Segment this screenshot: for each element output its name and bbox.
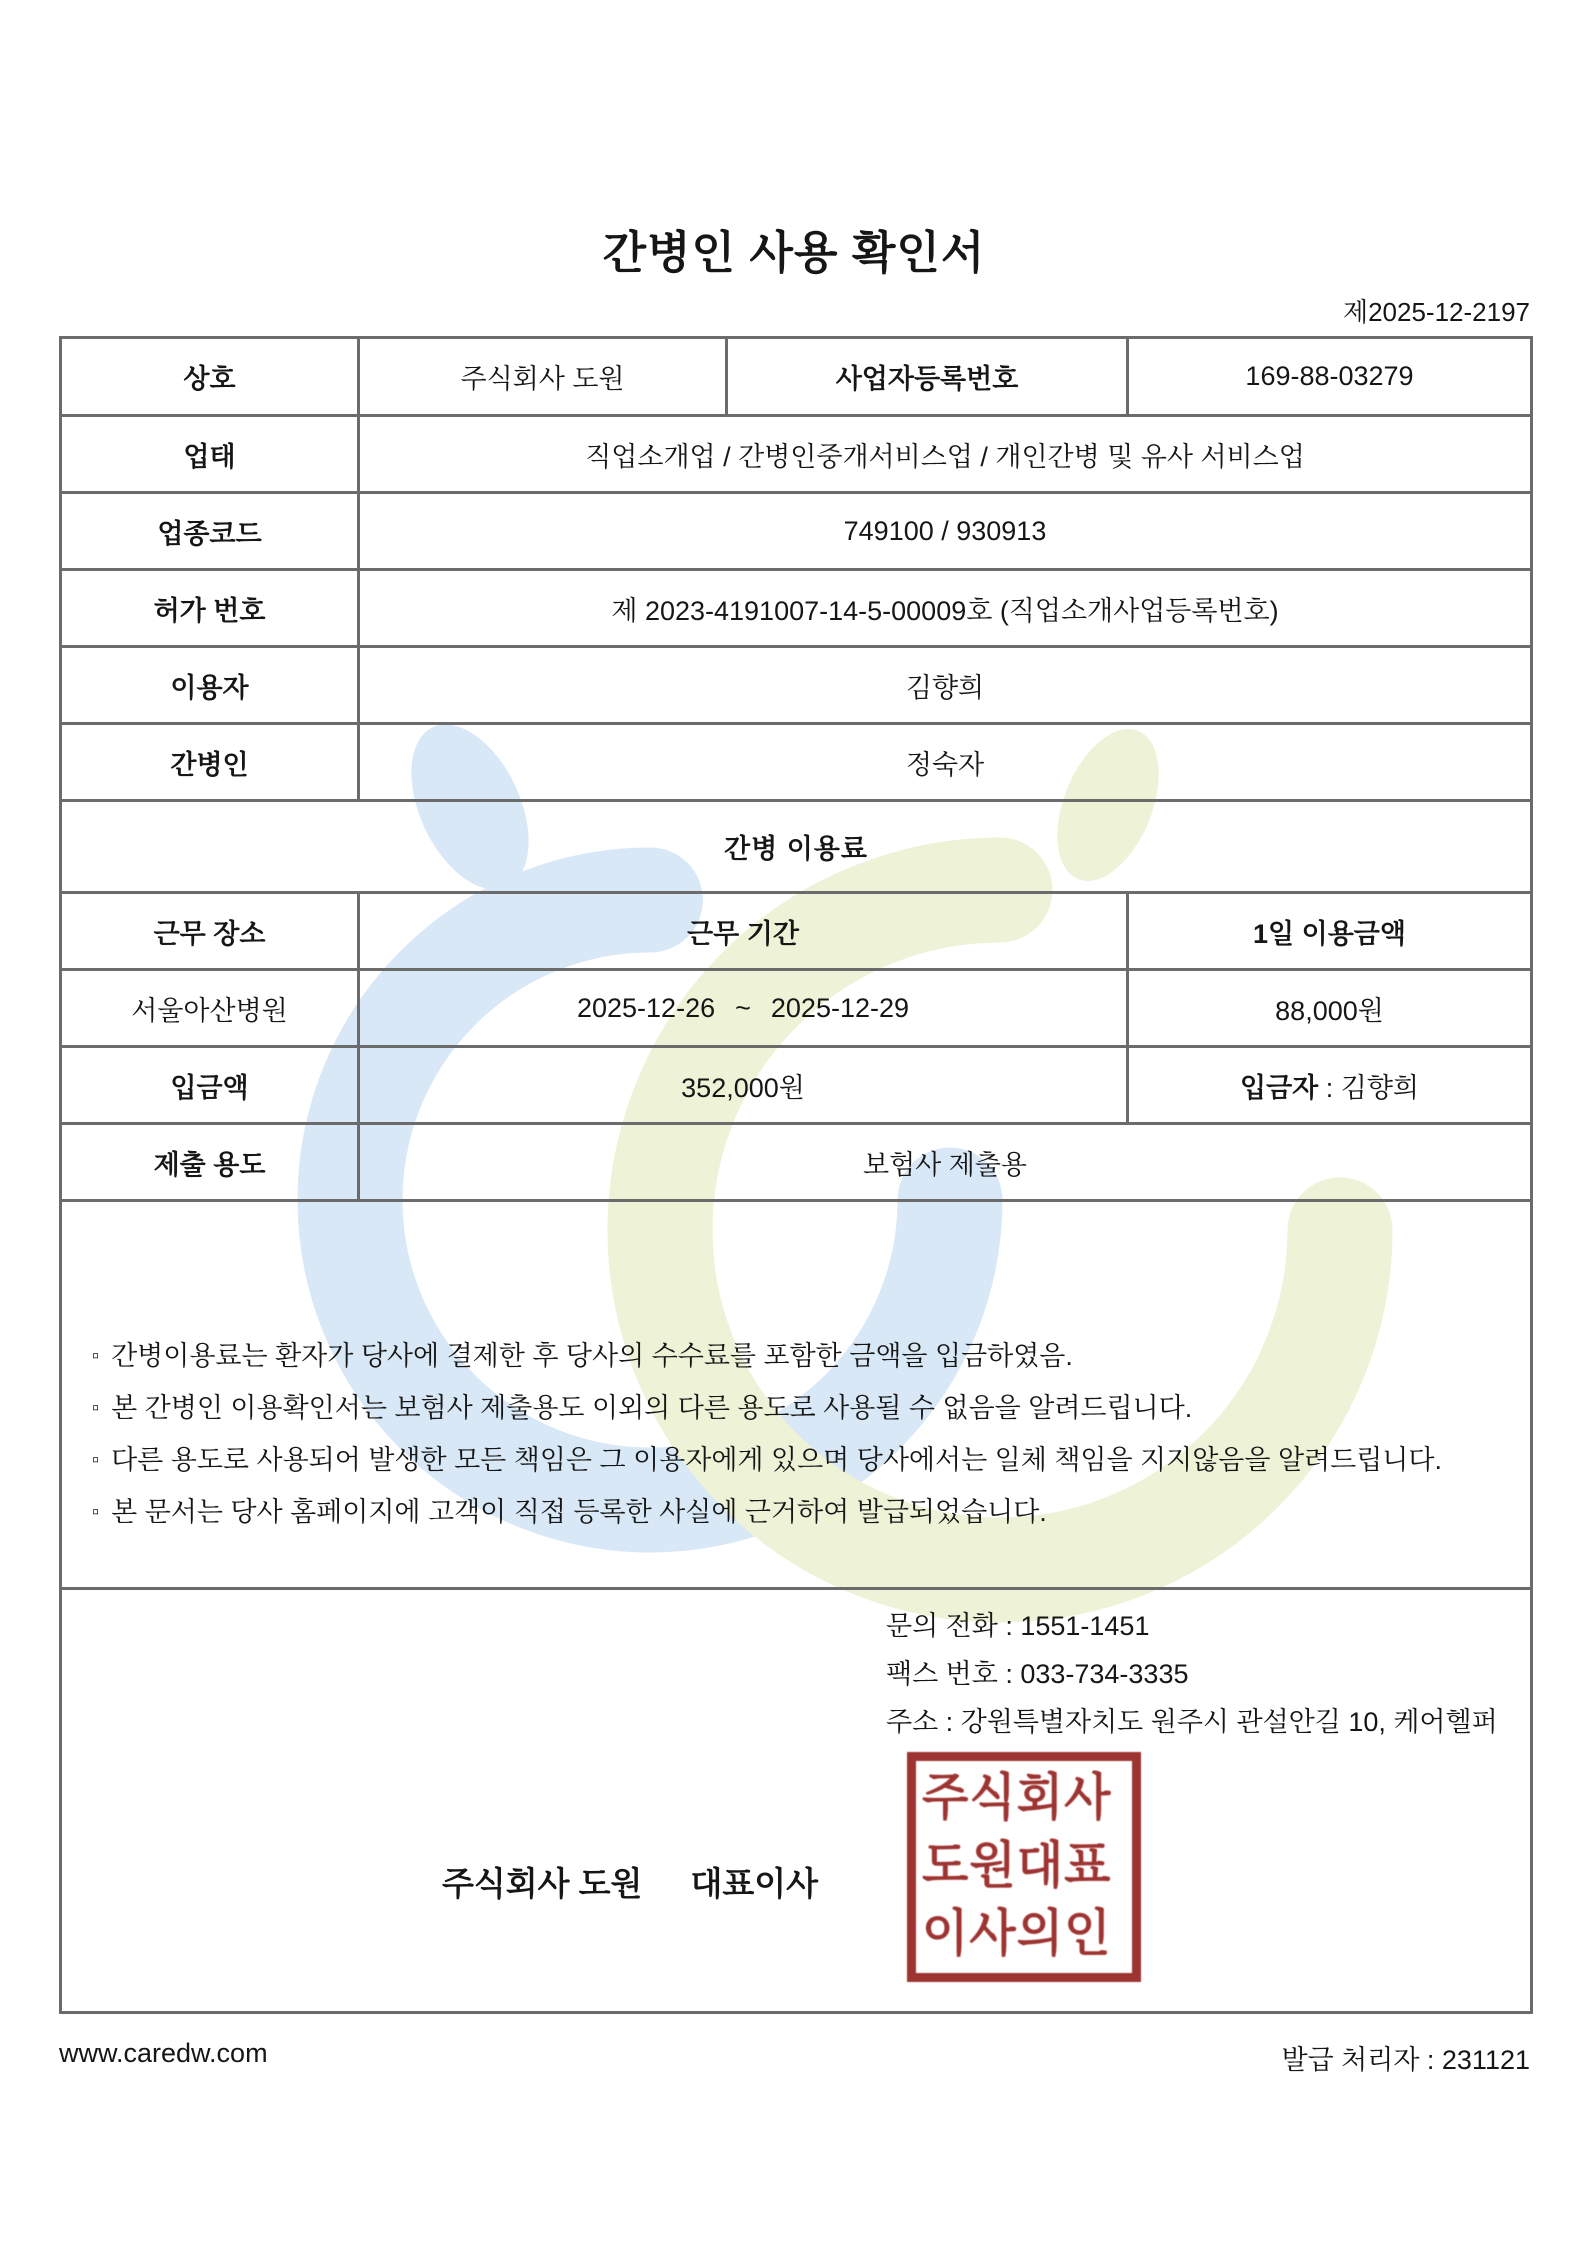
work-period-label: 근무 기간 xyxy=(359,893,1128,970)
industry-code-value: 749100 / 930913 xyxy=(359,493,1532,570)
permit-number-label: 허가 번호 xyxy=(61,570,359,647)
submission-purpose-label: 제출 용도 xyxy=(61,1124,359,1201)
biz-type-label: 업태 xyxy=(61,416,359,493)
square-bullet-icon: ▫ xyxy=(92,1396,100,1419)
work-period-value xyxy=(359,970,1128,1047)
user-value: 김향희 xyxy=(359,647,1532,724)
biz-reg-number-value: 169-88-03279 xyxy=(1128,338,1532,416)
deposit-amount-label: 입금액 xyxy=(61,1047,359,1124)
note-text: 간병이용료는 환자가 당사에 결제한 후 당사의 수수료를 포함한 금액을 입금하였음. xyxy=(111,1340,1073,1371)
note-item xyxy=(92,1434,1500,1486)
table-row xyxy=(61,570,1532,647)
biz-reg-number-label: 사업자등록번호 xyxy=(727,338,1128,416)
notes-list xyxy=(62,1330,1530,1538)
submission-purpose-value: 보험사 제출용 xyxy=(359,1124,1532,1201)
contact-block xyxy=(886,1602,1498,1746)
biz-type-value: 직업소개업 / 간병인중개서비스업 / 개인간병 및 유사 서비스업 xyxy=(359,416,1532,493)
confirmation-table xyxy=(59,336,1533,2014)
note-item xyxy=(92,1382,1500,1434)
note-text: 다른 용도로 사용되어 발생한 모든 책임은 그 이용자에게 있으며 당사에서는 일체 책임을 지지않음을 알려드립니다. xyxy=(111,1444,1442,1475)
depositor-label: 입금자 xyxy=(1239,1072,1319,1103)
stamp-text: 도원대표 xyxy=(922,1838,1112,1895)
fee-section-title: 간병 이용료 xyxy=(61,801,1532,893)
footer-issuer: 발급 처리자 : 231121 xyxy=(1281,2045,1530,2075)
company-name-value: 주식회사 도원 xyxy=(359,338,727,416)
table-row xyxy=(61,893,1532,970)
stamp-text: 이사의인 xyxy=(922,1906,1112,1963)
period-start-date: 2025-12-26 xyxy=(576,992,716,1023)
daily-fee-value: 88,000원 xyxy=(1128,970,1532,1047)
square-bullet-icon: ▫ xyxy=(92,1500,100,1523)
note-text: 본 문서는 당사 홈페이지에 고객이 직접 등록한 사실에 근거하여 발급되었습니다. xyxy=(111,1496,1047,1527)
table-row xyxy=(61,1589,1532,2013)
table-row xyxy=(61,647,1532,724)
notes-cell xyxy=(61,1201,1532,1589)
table-row xyxy=(61,970,1532,1047)
signature-company: 주식회사 도원 xyxy=(442,1865,643,1902)
page-footer xyxy=(59,2038,1530,2077)
user-label: 이용자 xyxy=(61,647,359,724)
caregiver-value: 정숙자 xyxy=(359,724,1532,801)
table-row xyxy=(61,1047,1532,1124)
table-row xyxy=(61,801,1532,893)
stamp-text: 주식회사 xyxy=(922,1770,1112,1827)
table-row xyxy=(61,416,1532,493)
note-text: 본 간병인 이용확인서는 보험사 제출용도 이외의 다른 용도로 사용될 수 없음을 알려드립니다. xyxy=(111,1392,1193,1423)
contact-address: 주소 : 강원특별자치도 원주시 관설안길 10, 케어헬퍼 xyxy=(886,1707,1498,1737)
page-title: 간병인 사용 확인서 xyxy=(602,227,986,278)
square-bullet-icon: ▫ xyxy=(92,1448,100,1471)
permit-number-value: 제 2023-4191007-14-5-00009호 (직업소개사업등록번호) xyxy=(359,570,1532,647)
table-row xyxy=(61,724,1532,801)
depositor-cell xyxy=(1128,1047,1532,1124)
signature-cell xyxy=(61,1589,1532,2013)
table-row xyxy=(61,1124,1532,1201)
contact-fax: 팩스 번호 : 033-734-3335 xyxy=(886,1659,1189,1689)
table-row xyxy=(61,338,1532,416)
note-item xyxy=(92,1486,1500,1538)
period-end-date: 2025-12-29 xyxy=(770,992,910,1023)
note-item xyxy=(92,1330,1500,1382)
footer-website: www.caredw.com xyxy=(59,2038,268,2068)
document-number: 제2025-12-2197 xyxy=(1342,297,1530,327)
square-bullet-icon: ▫ xyxy=(92,1344,100,1367)
daily-fee-label: 1일 이용금액 xyxy=(1128,893,1532,970)
signature-line xyxy=(442,1858,818,1905)
table-row xyxy=(61,1201,1532,1589)
company-name-label: 상호 xyxy=(61,338,359,416)
workplace-label: 근무 장소 xyxy=(61,893,359,970)
contact-phone: 문의 전화 : 1551-1451 xyxy=(886,1611,1150,1641)
workplace-value: 서울아산병원 xyxy=(61,970,359,1047)
table-row xyxy=(61,493,1532,570)
period-tilde: ~ xyxy=(735,992,751,1023)
signature-role: 대표이사 xyxy=(690,1865,818,1902)
industry-code-label: 업종코드 xyxy=(61,493,359,570)
caregiver-label: 간병인 xyxy=(61,724,359,801)
depositor-value: : 김향희 xyxy=(1325,1072,1419,1103)
deposit-amount-value: 352,000원 xyxy=(359,1047,1128,1124)
corporate-seal-stamp xyxy=(907,1752,1141,1982)
